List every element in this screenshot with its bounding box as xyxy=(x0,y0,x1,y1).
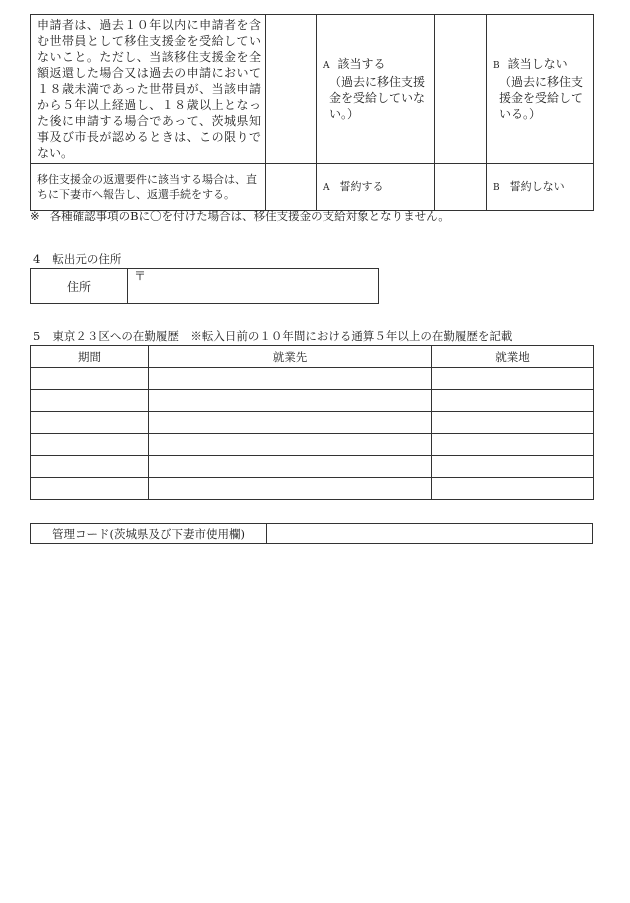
table-row xyxy=(31,478,594,500)
section-number: 5 xyxy=(33,329,41,343)
option-a xyxy=(317,15,435,164)
period-cell[interactable] xyxy=(31,434,149,456)
option-a xyxy=(317,164,435,211)
confirmation-row xyxy=(31,15,594,164)
option-b-detail: （過去に移住支援金を受給している。） xyxy=(499,75,584,121)
option-a-detail: （過去に移住支援金を受給していない。） xyxy=(329,75,426,121)
option-b-letter: B xyxy=(493,61,500,71)
column-header-period: 期間 xyxy=(31,346,149,368)
section-title: 転出元の住所 xyxy=(52,252,122,266)
management-code-field[interactable] xyxy=(267,524,593,544)
employer-cell[interactable] xyxy=(149,390,432,412)
section-title: 東京２３区への在勤履歴 ※転入日前の１０年間における通算５年以上の在勤履歴を記載 xyxy=(52,329,513,343)
option-b-checkbox-cell[interactable] xyxy=(435,15,487,164)
condition-text: 移住支援金の返還要件に該当する場合は、直ちに下妻市へ報告し、返還手続をする。 xyxy=(31,164,266,211)
work-location-cell[interactable] xyxy=(432,434,594,456)
work-history-table xyxy=(30,345,594,500)
period-cell[interactable] xyxy=(31,478,149,500)
postal-mark: 〒 xyxy=(134,269,147,283)
section-4-heading xyxy=(33,251,121,267)
previous-address-table xyxy=(30,268,379,304)
confirmation-row xyxy=(31,164,594,211)
employer-cell[interactable] xyxy=(149,368,432,390)
period-cell[interactable] xyxy=(31,368,149,390)
note-mark: ※ xyxy=(30,209,40,223)
option-b-checkbox-cell[interactable] xyxy=(435,164,487,211)
employer-cell[interactable] xyxy=(149,478,432,500)
management-code-table xyxy=(30,523,593,544)
section-5-heading xyxy=(33,328,512,344)
address-field[interactable] xyxy=(128,269,379,304)
option-a-checkbox-cell[interactable] xyxy=(266,164,317,211)
option-b xyxy=(487,15,594,164)
employer-cell[interactable] xyxy=(149,412,432,434)
confirmation-table xyxy=(30,14,594,211)
section-number: 4 xyxy=(33,252,41,266)
work-location-cell[interactable] xyxy=(432,412,594,434)
note-text: 各種確認事項のBに〇を付けた場合は、移住支援金の支給対象となりません。 xyxy=(49,209,450,223)
option-a-label: 誓約する xyxy=(339,179,384,193)
option-b-letter: B xyxy=(493,182,500,193)
work-location-cell[interactable] xyxy=(432,368,594,390)
work-location-cell[interactable] xyxy=(432,390,594,412)
column-header-work-location: 就業地 xyxy=(432,346,594,368)
table-row xyxy=(31,412,594,434)
option-b xyxy=(487,164,594,211)
option-a-checkbox-cell[interactable] xyxy=(266,15,317,164)
option-a-letter: A xyxy=(323,182,330,193)
table-header-row xyxy=(31,346,594,368)
option-b-label: 該当しない xyxy=(507,57,568,71)
option-b-label: 誓約しない xyxy=(509,179,565,193)
period-cell[interactable] xyxy=(31,412,149,434)
employer-cell[interactable] xyxy=(149,434,432,456)
option-a-label: 該当する xyxy=(337,57,386,71)
period-cell[interactable] xyxy=(31,456,149,478)
condition-text: 申請者は、過去１０年以内に申請者を含む世帯員として移住支援金を受給していないこと。ただし、当該移住支援金を全額返還した場合又は過去の申請において１８歳未満であった世帯員が、当該申請から５年以上経過し、１８歳以上となった後に申請する場合であって、茨城県知事及び市長が認めるときは、この限りでない。 xyxy=(31,15,266,164)
address-label: 住所 xyxy=(31,269,128,304)
column-header-employer: 就業先 xyxy=(149,346,432,368)
table-row xyxy=(31,368,594,390)
work-location-cell[interactable] xyxy=(432,478,594,500)
work-location-cell[interactable] xyxy=(432,456,594,478)
table-row xyxy=(31,456,594,478)
employer-cell[interactable] xyxy=(149,456,432,478)
eligibility-note xyxy=(30,208,450,224)
management-code-label: 管理コード(茨城県及び下妻市使用欄) xyxy=(31,524,267,544)
table-row xyxy=(31,390,594,412)
option-a-letter: A xyxy=(323,61,330,71)
period-cell[interactable] xyxy=(31,390,149,412)
table-row xyxy=(31,434,594,456)
